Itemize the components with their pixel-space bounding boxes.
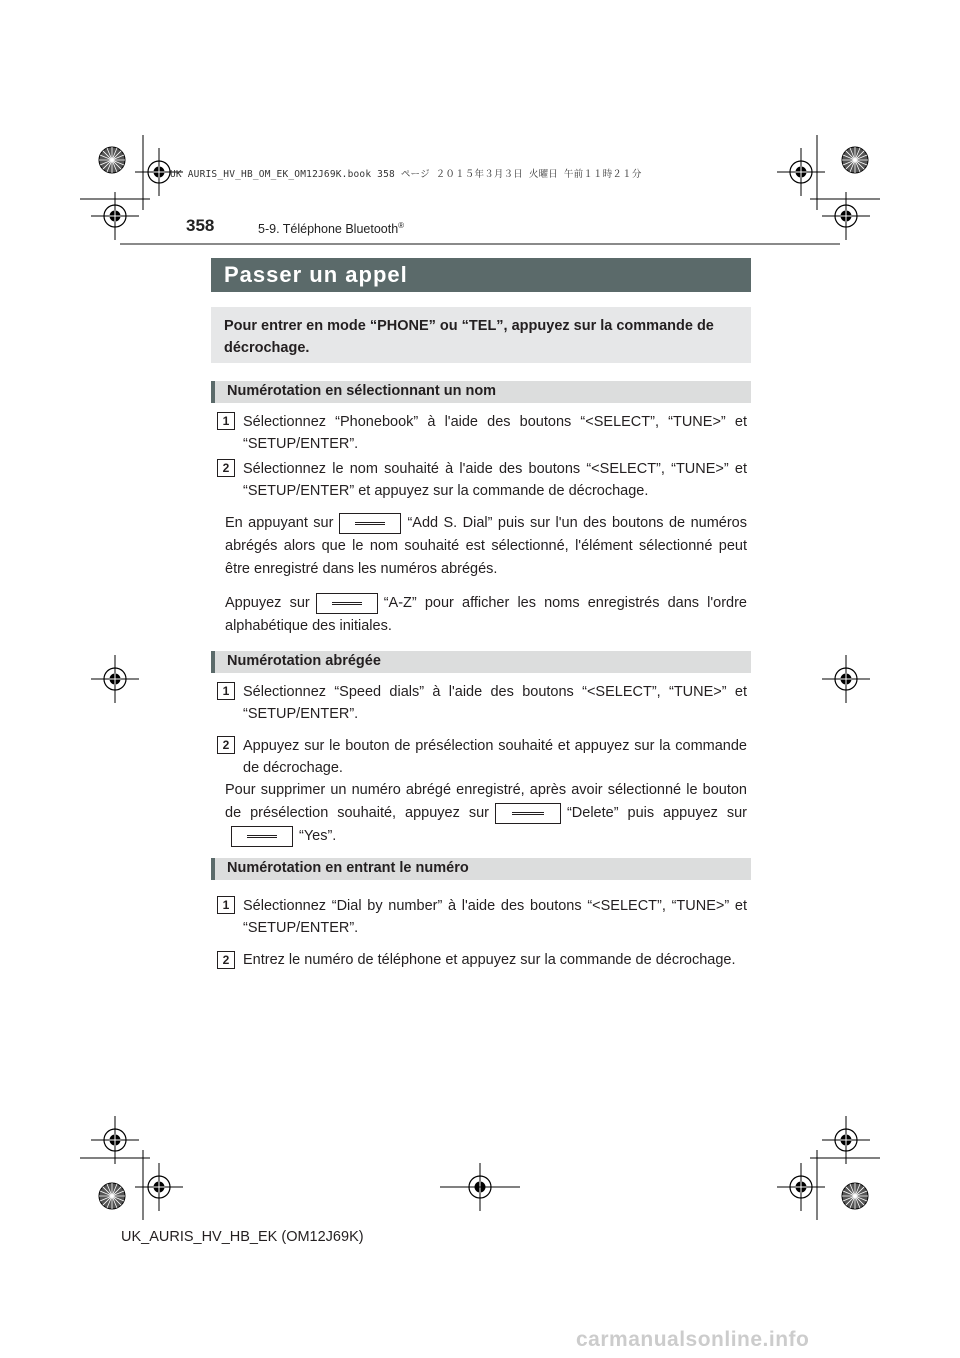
crosshair-registration-icon: [91, 1116, 139, 1164]
note-text-before: Pour supprimer un numéro abrégé enregistré, après avoir sélectionné le bouton de présélection souhaité, appuyez sur: [225, 782, 747, 821]
starburst-print-icon: [99, 1183, 125, 1209]
note-text-after: “Yes”.: [299, 828, 337, 844]
preset-button-icon: [495, 803, 561, 824]
subheading-name-dialing: [211, 381, 751, 403]
step-number-badge: 1: [217, 412, 235, 430]
starburst-print-icon: [842, 147, 868, 173]
step-text: Sélectionnez “Dial by number” à l'aide des boutons “<SELECT”, “TUNE>” et “SETUP/ENTER”.: [243, 898, 747, 936]
step-number-badge: 1: [217, 682, 235, 700]
watermark: carmanualsonline.info: [576, 1328, 810, 1351]
print-info-line: UK AURIS_HV_HB_OM_EK_OM12J69K.book 358 ページ ２０１５年３月３日 火曜日 午前１１時２１分: [170, 169, 642, 180]
subheading-text: Numérotation abrégée: [227, 653, 381, 669]
step-text: Appuyez sur le bouton de présélection souhaité et appuyez sur la commande de décrochage.: [243, 738, 747, 776]
subheading-text: Numérotation en sélectionnant un nom: [227, 383, 497, 399]
crosshair-registration-icon: [91, 655, 139, 703]
starburst-print-icon: [842, 1183, 868, 1209]
note-text-before: En appuyant sur: [225, 515, 334, 531]
step-number-badge: 2: [217, 951, 235, 969]
crosshair-registration-icon: [777, 148, 825, 196]
note-text-middle: “Delete” puis appuyez sur: [566, 805, 747, 821]
page-number: 358: [186, 216, 215, 235]
subheading-number-entry: [211, 858, 751, 880]
starburst-print-icon: [99, 147, 125, 173]
section-title: [258, 221, 404, 236]
section-title-text: 5-9. Téléphone Bluetooth: [258, 222, 399, 237]
subheading-speed-dial: [211, 651, 751, 673]
preset-button-icon: [316, 593, 378, 614]
step-text: Sélectionnez le nom souhaité à l'aide des boutons “<SELECT”, “TUNE>” et “SETUP/ENTER” et appuyez sur la commande de décrochage.: [243, 461, 747, 499]
step-text: Entrez le numéro de téléphone et appuyez sur la commande de décrochage.: [243, 952, 736, 968]
note-paragraph: [225, 512, 747, 581]
crosshair-registration-icon: [822, 1116, 870, 1164]
step-number-badge: 2: [217, 736, 235, 754]
crosshair-registration-icon: [777, 1163, 825, 1211]
note-text-before: Appuyez sur: [225, 595, 310, 611]
crosshair-registration-icon: [135, 1163, 183, 1211]
step-text: Sélectionnez “Speed dials” à l'aide des boutons “<SELECT”, “TUNE>” et “SETUP/ENTER”.: [243, 684, 747, 722]
subheading-text: Numérotation en entrant le numéro: [227, 860, 469, 876]
crosshair-registration-icon: [822, 655, 870, 703]
note-text-after: “Add S. Dial” puis sur l'un des boutons de numéros abrégés alors que le nom souhaité est sélectionné, l'élément sélectionné peut être enregistré dans les numéros abrégés.: [225, 515, 747, 577]
main-heading: [211, 258, 751, 292]
note-paragraph: [225, 592, 747, 638]
registered-mark: ®: [398, 221, 405, 230]
note-paragraph: [225, 779, 747, 848]
intro-text: Pour entrer en mode “PHONE” ou “TEL”, appuyez sur la commande de décrochage.: [224, 318, 714, 356]
note-text-after: “A-Z” pour afficher les noms enregistrés dans l'ordre alphabétique des initiales.: [225, 595, 747, 634]
step-number-badge: 1: [217, 896, 235, 914]
step-number-badge: 2: [217, 459, 235, 477]
intro-box: [211, 307, 751, 363]
step-text: Sélectionnez “Phonebook” à l'aide des boutons “<SELECT”, “TUNE>” et “SETUP/ENTER”.: [243, 414, 747, 452]
main-heading-text: Passer un appel: [224, 262, 408, 287]
document-code: UK_AURIS_HV_HB_EK (OM12J69K): [121, 1229, 364, 1245]
preset-button-icon: [339, 513, 401, 534]
preset-button-icon: [231, 826, 293, 847]
header-divider: [120, 243, 840, 245]
